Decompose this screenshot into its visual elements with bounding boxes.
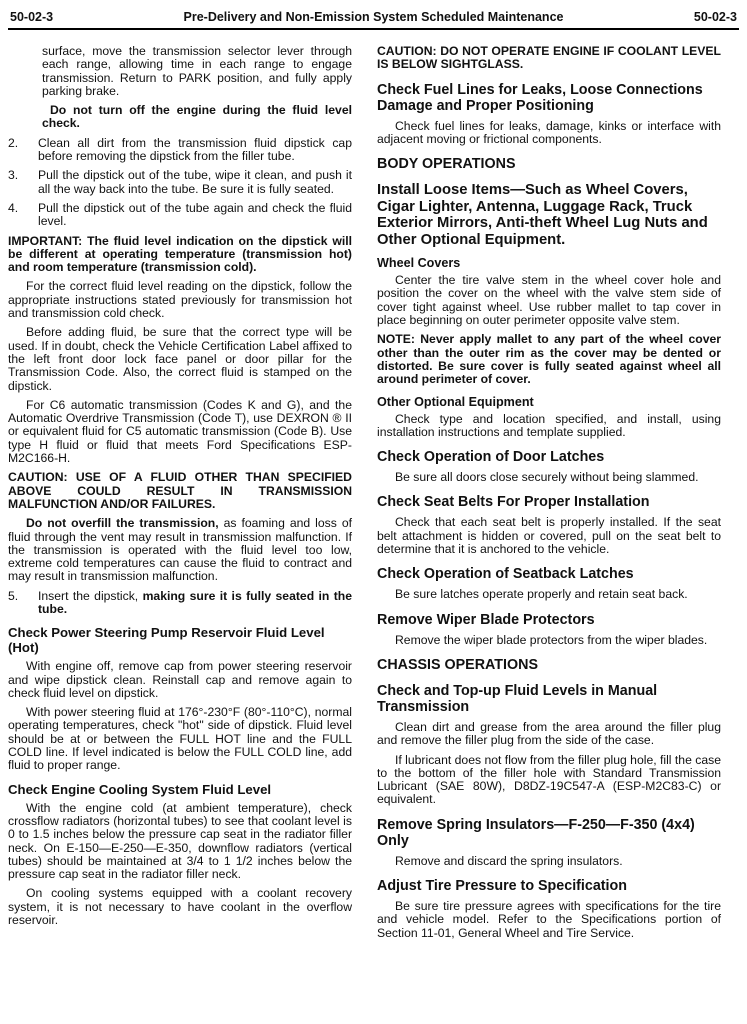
paragraph: Before adding fluid, be sure that the correct type will be used. If in doubt, check the Vehicle Certification Label affixed to the left front door lock face panel or door pillar for the Transmission Code. Also, the correct fluid is stamped on the dipstick. <box>8 325 352 393</box>
step-number: 2. <box>8 135 19 150</box>
section-heading: Remove Wiper Blade Protectors <box>377 611 595 628</box>
step-item <box>8 137 352 164</box>
caution-note: CAUTION: DO NOT OPERATE ENGINE IF COOLANT LEVEL IS BELOW SIGHTGLASS. <box>377 44 721 72</box>
section-heading: Adjust Tire Pressure to Specification <box>377 878 628 895</box>
section-heading: Install Loose Items—Such as Wheel Covers, Cigar Lighter, Antenna, Luggage Rack, Truck Exterior Mirrors, Anti-theft Wheel Lug Nuts and Other Optional Equipment. <box>377 182 708 248</box>
step-item <box>8 590 352 617</box>
step-item <box>8 169 352 196</box>
paragraph: With power steering fluid at 176°-230°F (80°-110°C), normal operating temperatures, check "hot" side of dipstick. Fluid level should be at or between the FULL HOT line and the FULL COLD line. If level indicated is below the FULL COLD line, add fluid to proper range. <box>8 705 352 773</box>
major-heading: CHASSIS OPERATIONS <box>377 656 538 673</box>
paragraph: Center the tire valve stem in the wheel cover hole and position the cover on the wheel with the valve stem side of cover tight against wheel. Use rubber mallet to tap cover in place beginning on outer perimeter opposite valve stem. <box>377 273 721 328</box>
section-heading: Check Engine Cooling System Fluid Level <box>8 781 272 797</box>
paragraph: With the engine cold (at ambient temperature), check crossflow radiators (horizontal tubes) to see that coolant level is 0 to 1.5 inches below the pressure cap seat in the radiator filler neck. On E-150—E-250—E-350, downflow radiators (vertical tubes) should be maintained at 3/4 to 1 1/2 inches below the pressure cap seat in the radiator filler neck. <box>8 800 352 882</box>
page-number-right: 50-02-3 <box>693 10 737 24</box>
paragraph: Clean dirt and grease from the area around the filler plug and remove the filler plug from the side of the case. <box>377 719 721 748</box>
sub-heading: Wheel Covers <box>377 256 461 271</box>
step-text <box>38 590 352 617</box>
paragraph: For the correct fluid level reading on the dipstick, follow the appropriate instructions stated previously for transmission hot and transmission cold check. <box>8 279 352 321</box>
note: NOTE: Never apply mallet to any part of the wheel cover other than the outer rim as the cover may be dented or distorted. Be sure cover is fully seated against wheel all around perimeter of cover. <box>377 332 721 387</box>
section-heading: Check Fuel Lines for Leaks, Loose Connections Damage and Proper Positioning <box>377 81 703 114</box>
step-text: Clean all dirt from the transmission fluid dipstick cap before removing the dipstick from the filler tube. <box>38 135 352 164</box>
left-column <box>8 45 352 933</box>
paragraph: If lubricant does not flow from the filler plug hole, fill the case to the bottom of the filler hole with Standard Transmission Lubricant (SAE 80W), D8DZ-19C547-A (ESP-M2C83-C) or equivalent. <box>377 752 721 807</box>
section-heading: Check Seat Belts For Proper Installation <box>377 494 650 511</box>
section-heading: Check and Top-up Fluid Levels in Manual Transmission <box>377 682 658 715</box>
paragraph: Check type and location specified, and install, using installation instructions and template supplied. <box>377 411 721 439</box>
page-title: Pre-Delivery and Non-Emission System Scheduled Maintenance <box>183 10 564 24</box>
paragraph: With engine off, remove cap from power steering reservoir and wipe dipstick clean. Reinstall cap and remove again to check fluid level on dipstick. <box>8 659 352 700</box>
overfill-paragraph <box>8 517 352 583</box>
paragraph: For C6 automatic transmission (Codes K and G), and the Automatic Overdrive Transmission (Code T), use DEXRON ® II or equivalent fluid for C5 automatic transmission (Code B). Use type H fluid or fluid that meets Ford Specifications ESP-M2C166-H. <box>8 397 352 466</box>
paragraph: Remove and discard the spring insulators. <box>395 853 623 868</box>
page-header <box>8 6 739 30</box>
step-item <box>8 202 352 229</box>
paragraph: Be sure latches operate properly and retain seat back. <box>395 587 688 602</box>
step-number: 3. <box>8 168 19 183</box>
section-heading: Remove Spring Insulators—F-250—F-350 (4x4) Only <box>377 816 695 849</box>
page-number-left: 50-02-3 <box>10 10 54 24</box>
caution-note: CAUTION: USE OF A FLUID OTHER THAN SPECIFIED ABOVE COULD RESULT IN TRANSMISSION MALFUNCTION AND/OR FAILURES. <box>8 470 352 511</box>
overfill-text: as foaming and loss of fluid through the vent may result in transmission malfunction. If the transmission is operated with the fluid level too low, extreme cold temperatures can cause the fluid to contract and may result in transmission malfunction. <box>8 516 352 584</box>
section-heading: Check Operation of Seatback Latches <box>377 566 634 583</box>
overfill-bold: Do not overfill the transmission, <box>26 516 219 531</box>
step-text: Pull the dipstick out of the tube, wipe it clean, and push it all the way back into the tube. Be sure it is fully seated. <box>38 168 352 196</box>
section-heading: Check Power Steering Pump Reservoir Fluid Level (Hot) <box>8 625 325 656</box>
paragraph: Check fuel lines for leaks, damage, kinks or interface with adjacent moving or frictional components. <box>377 118 721 146</box>
paragraph: Be sure tire pressure agrees with specifications for the tire and vehicle model. Refer to the Specifications portion of Section 11-01, General Wheel and Tire Service. <box>377 899 721 940</box>
step5-bold: making sure it is fully seated in the tube. <box>38 588 352 616</box>
section-heading: Check Operation of Door Latches <box>377 449 605 466</box>
step-text: Pull the dipstick out of the tube again and check the fluid level. <box>38 200 352 229</box>
step-number: 5. <box>8 588 19 603</box>
right-column <box>377 45 721 946</box>
important-note: IMPORTANT: The fluid level indication on the dipstick will be different at operating temperature (transmission hot) and room temperature (transmission cold). <box>8 233 352 275</box>
paragraph: On cooling systems equipped with a coolant recovery system, it is not necessary to have coolant in the overflow reservoir. <box>8 886 352 928</box>
step-number: 4. <box>8 200 19 215</box>
major-heading: BODY OPERATIONS <box>377 156 516 173</box>
paragraph: Remove the wiper blade protectors from the wiper blades. <box>395 632 708 647</box>
sub-heading: Other Optional Equipment <box>377 394 534 409</box>
engine-warning: Do not turn off the engine during the fluid level check. <box>42 103 352 131</box>
paragraph: Be sure all doors close securely without being slammed. <box>395 470 699 485</box>
step5-text: Insert the dipstick, <box>38 588 143 603</box>
paragraph: Check that each seat belt is properly installed. If the seat belt attachment is hidden or covered, pull on the seat belt to determine that it is anchored to the vehicle. <box>377 515 721 557</box>
continued-paragraph: surface, move the transmission selector lever through each range, allowing time in each range to engage transmission. Return to PARK position, and fully apply parking brake. <box>42 44 352 98</box>
